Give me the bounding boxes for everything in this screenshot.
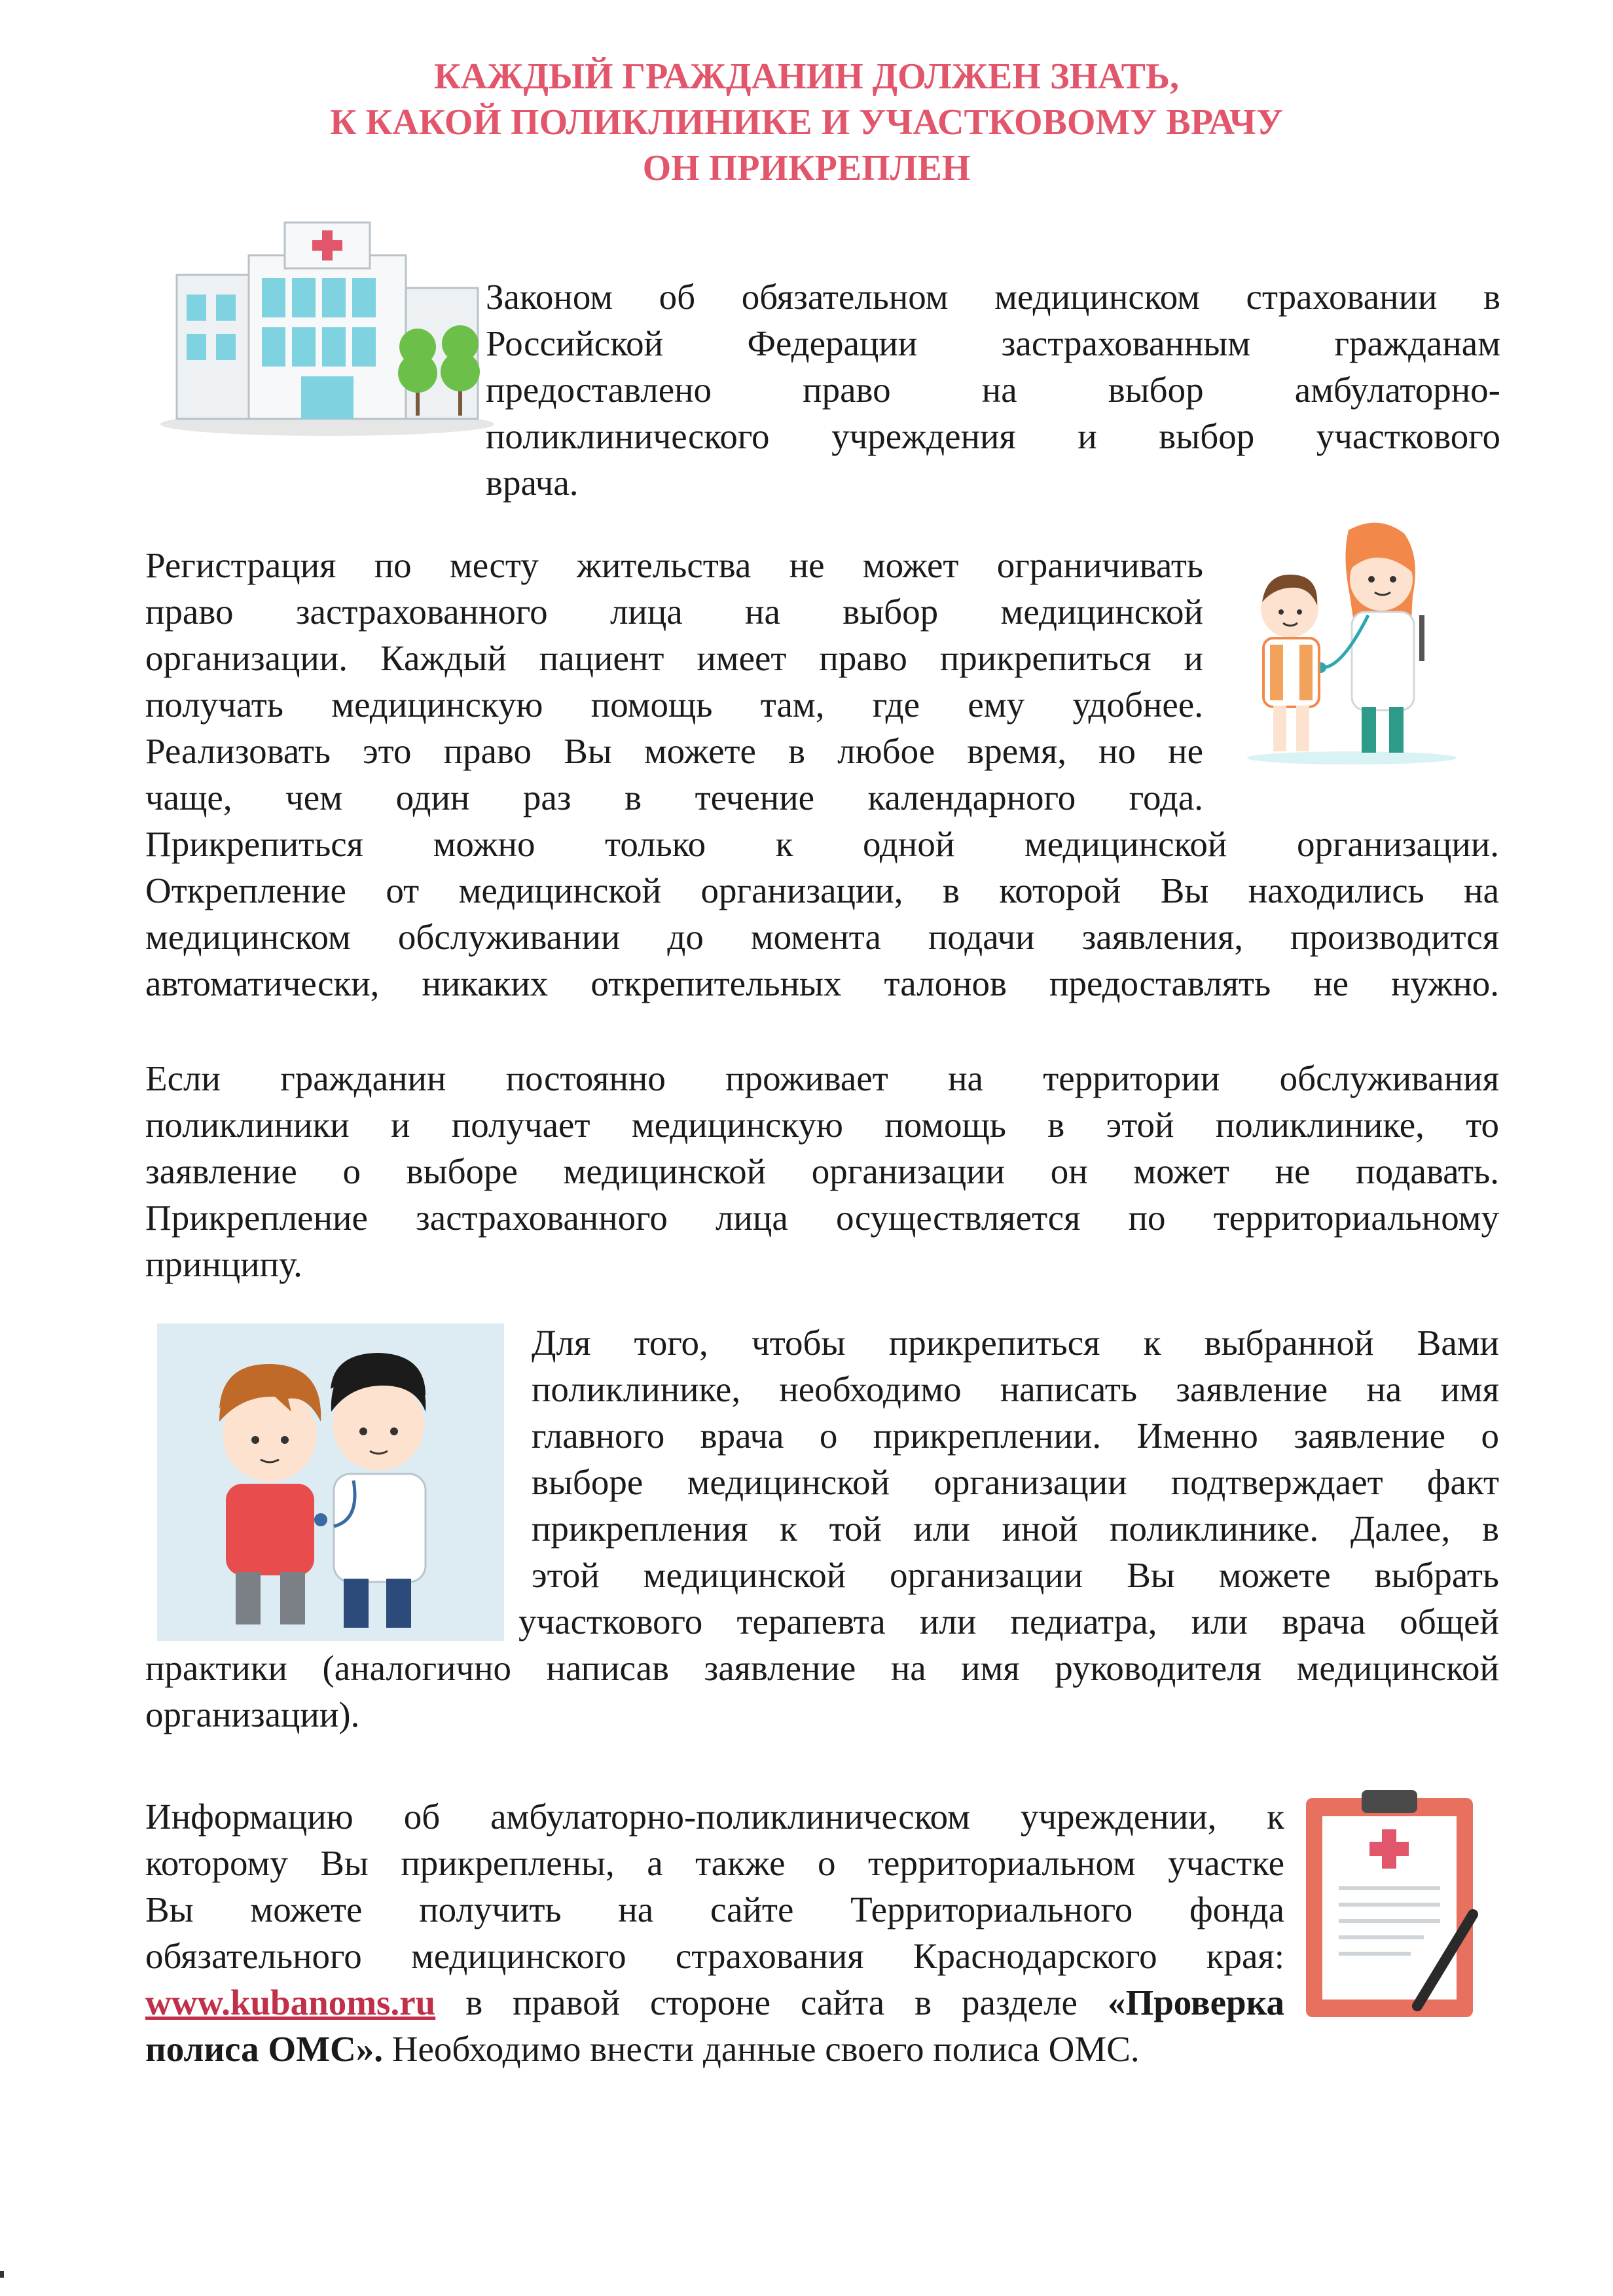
paragraph-4: [145, 1319, 1499, 1738]
paragraph-1: [486, 274, 1500, 506]
page-title: [0, 54, 1613, 191]
paragraph-2-line: медицинском обслуживании до момента подачи заявления, производится: [145, 917, 1499, 957]
section-name-part-1: «Проверка: [1107, 1982, 1284, 2022]
paragraph-2-line: Прикрепиться можно только к одной медицинской организации.: [145, 824, 1499, 864]
paragraph-2-line: автоматически, никаких открепительных талонов предоставлять не нужно.: [145, 963, 1499, 1003]
paragraph-5-line: [145, 1979, 1284, 2026]
medical-clipboard-icon: [1299, 1784, 1479, 2026]
paragraph-2-line: чаще, чем один раз в течение календарного года.: [145, 778, 1203, 817]
hospital-building-icon: [157, 216, 498, 439]
paragraph-3: [145, 1055, 1499, 1287]
scan-mark: [0, 2271, 4, 2278]
paragraph-1-line: Российской Федерации застрахованным гражданам: [486, 323, 1500, 363]
paragraph-1-line: поликлинического учреждения и выбор участкового: [486, 416, 1500, 456]
paragraph-4-line: поликлинике, необходимо написать заявление на имя: [532, 1369, 1499, 1409]
paragraph-4-line: организации).: [145, 1695, 360, 1734]
paragraph-2-line: Регистрация по месту жительства не может ограничивать: [145, 545, 1203, 585]
paragraph-2-line: получать медицинскую помощь там, где ему удобнее.: [145, 685, 1203, 725]
title-line-2: К КАКОЙ ПОЛИКЛИНИКЕ И УЧАСТКОВОМУ ВРАЧУ: [330, 102, 1283, 143]
paragraph-2-line: Реализовать это право Вы можете в любое время, но не: [145, 731, 1203, 771]
paragraph-2-line: Открепление от медицинской организации, в которой Вы находились на: [145, 870, 1499, 910]
paragraph-4-line: практики (аналогично написав заявление на имя руководителя медицинской: [145, 1648, 1499, 1688]
paragraph-5-line: Информацию об амбулаторно-поликлиническом учреждении, к: [145, 1797, 1284, 1837]
paragraph-4-line: этой медицинской организации Вы можете выбрать: [532, 1555, 1499, 1595]
paragraph-5-line: обязательного медицинского страхования Краснодарского края:: [145, 1936, 1284, 1976]
paragraph-5-line: которому Вы прикреплены, а также о территориальном участке: [145, 1843, 1284, 1883]
paragraph-2-line: право застрахованного лица на выбор медицинской: [145, 592, 1203, 632]
paragraph-3-line: принципу.: [145, 1244, 302, 1284]
paragraph-4-line: Для того, чтобы прикрепиться к выбранной Вами: [532, 1323, 1499, 1363]
paragraph-5-line: [145, 2026, 1284, 2072]
title-line-1: КАЖДЫЙ ГРАЖДАНИН ДОЛЖЕН ЗНАТЬ,: [434, 56, 1179, 97]
paragraph-5: [145, 1793, 1284, 2072]
link-suffix-text: в правой стороне сайта в разделе: [435, 1982, 1108, 2022]
paragraph-4-line: прикрепления к той или иной поликлинике. Далее, в: [532, 1509, 1499, 1549]
section-name-part-2: полиса ОМС».: [145, 2029, 384, 2069]
paragraph-4-line: главного врача о прикреплении. Именно заявление о: [532, 1416, 1499, 1456]
paragraph-5-line: Вы можете получить на сайте Территориального фонда: [145, 1890, 1284, 1929]
paragraph-1-line: предоставлено право на выбор амбулаторно-: [486, 370, 1500, 410]
paragraph-1-line: врача.: [486, 463, 579, 503]
paragraph-2: [145, 542, 1499, 1007]
paragraph-3-line: заявление о выборе медицинской организации он может не подавать.: [145, 1151, 1499, 1191]
paragraph-2-line: организации. Каждый пациент имеет право прикрепиться и: [145, 638, 1203, 678]
paragraph-4-line: выборе медицинской организации подтверждает факт: [532, 1462, 1499, 1502]
closing-text: Необходимо внести данные своего полиса ОМС.: [383, 2029, 1140, 2069]
paragraph-3-line: Если гражданин постоянно проживает на территории обслуживания: [145, 1058, 1499, 1098]
paragraph-4-line: участкового терапевта или педиатра, или врача общей: [518, 1602, 1499, 1641]
paragraph-3-line: поликлиники и получает медицинскую помощь в этой поликлинике, то: [145, 1105, 1499, 1145]
paragraph-1-line: Законом об обязательном медицинском страховании в: [486, 277, 1500, 317]
kubanoms-link[interactable]: www.kubanoms.ru: [145, 1982, 436, 2022]
title-line-3: ОН ПРИКРЕПЛЕН: [642, 148, 971, 188]
paragraph-3-line: Прикрепление застрахованного лица осуществляется по территориальному: [145, 1198, 1499, 1238]
